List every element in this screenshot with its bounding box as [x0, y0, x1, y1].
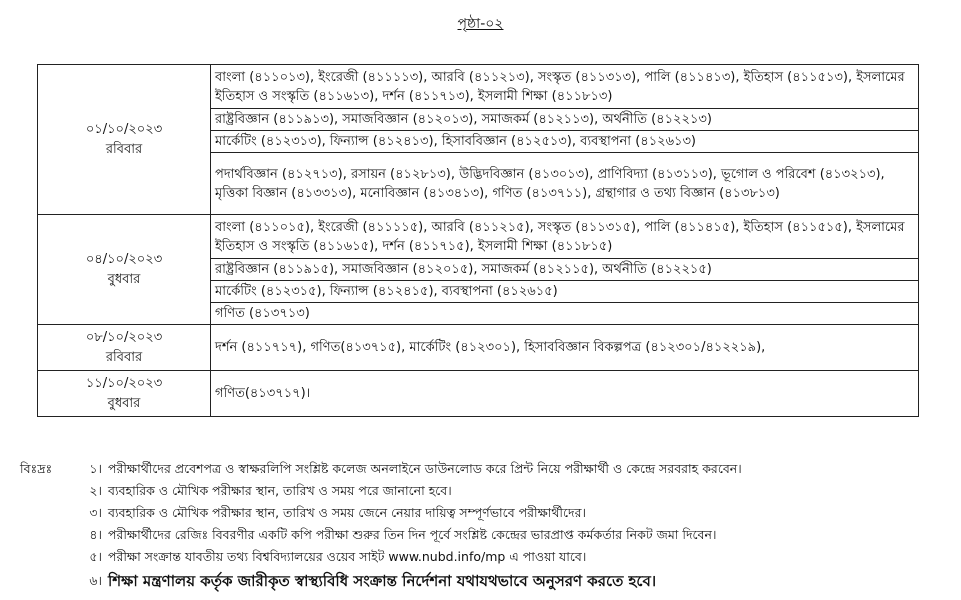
note-number: ৫। [89, 549, 102, 564]
exam-date-cell [38, 215, 211, 325]
subject-list: মার্কেটিং (৪১২৩১৫), ফিন্যান্স (৪১২৪১৫), ব্যবস্থাপনা (৪১২৬১৫) [211, 281, 919, 303]
subject-list: দর্শন (৪১১৭১৭), গণিত(৪১৩৭১৫), মার্কেটিং (৪১২৩০১), হিসাববিজ্ঞান বিকল্পপত্র (৪১২৩০১/৪১২২১৯), [211, 325, 919, 371]
exam-date-cell [38, 65, 211, 215]
schedule-row [38, 325, 919, 371]
exam-date-cell [38, 325, 211, 371]
note-text: শিক্ষা মন্ত্রণালয় কর্তৃক জারীকৃত স্বাস্থ্যবিধি সংক্রান্ত নির্দেশনা যথাযথভাবে অনুসরণ করতে হবে। [108, 572, 657, 590]
schedule-row [38, 371, 919, 417]
note-text: পরীক্ষা সংক্রান্ত যাবতীয় তথ্য বিশ্ববিদ্যালয়ের ওয়েব সাইট www.nubd.info/mp এ পাওয়া যাবে। [108, 549, 587, 564]
note-text: পরীক্ষার্থীদের রেজিঃ বিবরণীর একটি কপি পরীক্ষা শুরুর তিন দিন পূর্বে সংশ্লিষ্ট কেন্দ্রের ভারপ্রাপ্ত কর্মকর্তার নিকট জমা দিবেন। [108, 527, 717, 542]
exam-date: ১১/১০/২০২৩ [85, 375, 163, 391]
exam-date-cell [38, 371, 211, 417]
exam-day: রবিবার [105, 349, 143, 365]
subject-list: মার্কেটিং (৪১২৩১৩), ফিন্যান্স (৪১২৪১৩), হিসাববিজ্ঞান (৪১২৫১৩), ব্যবস্থাপনা (৪১২৬১৩) [211, 131, 919, 153]
note-item [20, 480, 940, 502]
subject-list: গণিত (৪১৩৭১৩) [211, 303, 919, 325]
note-text: পরীক্ষার্থীদের প্রবেশপত্র ও স্বাক্ষরলিপি সংশ্লিষ্ট কলেজ অনলাইনে ডাউনলোড করে প্রিন্ট নিয়ে পরীক্ষার্থী ও কেন্দ্রে সরবরাহ করবেন। [108, 461, 742, 476]
note-text: ব্যবহারিক ও মৌখিক পরীক্ষার স্থান, তারিখ ও সময় জেনে নেয়ার দায়িত্ব সম্পূর্ণভাবে পরীক্ষার্থীদের। [108, 505, 586, 520]
note-text: ব্যবহারিক ও মৌখিক পরীক্ষার স্থান, তারিখ ও সময় পরে জানানো হবে। [108, 483, 452, 498]
page-number-header: পৃষ্ঠা-০২ [457, 16, 504, 32]
note-number: ১। [89, 461, 102, 476]
subject-list: বাংলা (৪১১০১৩), ইংরেজী (৪১১১১৩), আরবি (৪১১২১৩), সংস্কৃত (৪১১৩১৩), পালি (৪১১৪১৩), ইতিহাস (৪১১৫১৩), ইসলামের ইতিহাস ও সংস্কৃতি (৪১১৬১৩), দর্শন (৪১১৭১৩), ইসলামী শিক্ষা (৪১১৮১৩) [211, 65, 919, 109]
note-number: ৪। [89, 527, 102, 542]
note-number: ৩। [89, 505, 102, 520]
subject-list: রাষ্ট্রবিজ্ঞান (৪১১৯১৩), সমাজবিজ্ঞান (৪১২০১৩), সমাজকর্ম (৪১২১১৩), অর্থনীতি (৪১২২১৩) [211, 109, 919, 131]
exam-day: বুধবার [107, 395, 141, 411]
subject-list: বাংলা (৪১১০১৫), ইংরেজী (৪১১১১৫), আরবি (৪১১২১৫), সংস্কৃত (৪১১৩১৫), পালি (৪১১৪১৫), ইতিহাস (৪১১৫১৫), ইসলামের ইতিহাস ও সংস্কৃতি (৪১১৬১৫), দর্শন (৪১১৭১৫), ইসলামী শিক্ষা (৪১১৮১৫) [211, 215, 919, 259]
note-number: ২। [89, 483, 102, 498]
exam-date: ০৪/১০/২০২৩ [85, 251, 163, 267]
note-item [20, 568, 940, 594]
note-item [20, 502, 940, 524]
exam-schedule-table [37, 64, 919, 417]
exam-date: ০৮/১০/২০২৩ [85, 329, 163, 345]
exam-day: বুধবার [107, 271, 141, 287]
note-item [20, 546, 940, 568]
notes-label: বিঃদ্রঃ [20, 461, 53, 476]
schedule-row [38, 215, 919, 259]
exam-date: ০১/১০/২০২৩ [85, 121, 163, 137]
notes-section [20, 458, 940, 594]
note-number: ৬। [89, 573, 102, 588]
subject-list: রাষ্ট্রবিজ্ঞান (৪১১৯১৫), সমাজবিজ্ঞান (৪১২০১৫), সমাজকর্ম (৪১২১১৫), অর্থনীতি (৪১২২১৫) [211, 259, 919, 281]
schedule-row [38, 65, 919, 109]
subject-list: গণিত(৪১৩৭১৭)। [211, 371, 919, 417]
note-item [20, 458, 940, 480]
subject-list: পদার্থবিজ্ঞান (৪১২৭১৩), রসায়ন (৪১২৮১৩), উদ্ভিদবিজ্ঞান (৪১৩০১৩), প্রাণিবিদ্যা (৪১৩১১৩), ভূগোল ও পরিবেশ (৪১৩২১৩), মৃত্তিকা বিজ্ঞান (৪১৩৩১৩), মনোবিজ্ঞান (৪১৩৪১৩), গণিত (৪১৩৭১১), গ্রন্থাগার ও তথ্য বিজ্ঞান (৪১৩৮১৩) [211, 153, 919, 215]
note-item [20, 524, 940, 546]
exam-day: রবিবার [105, 141, 143, 157]
